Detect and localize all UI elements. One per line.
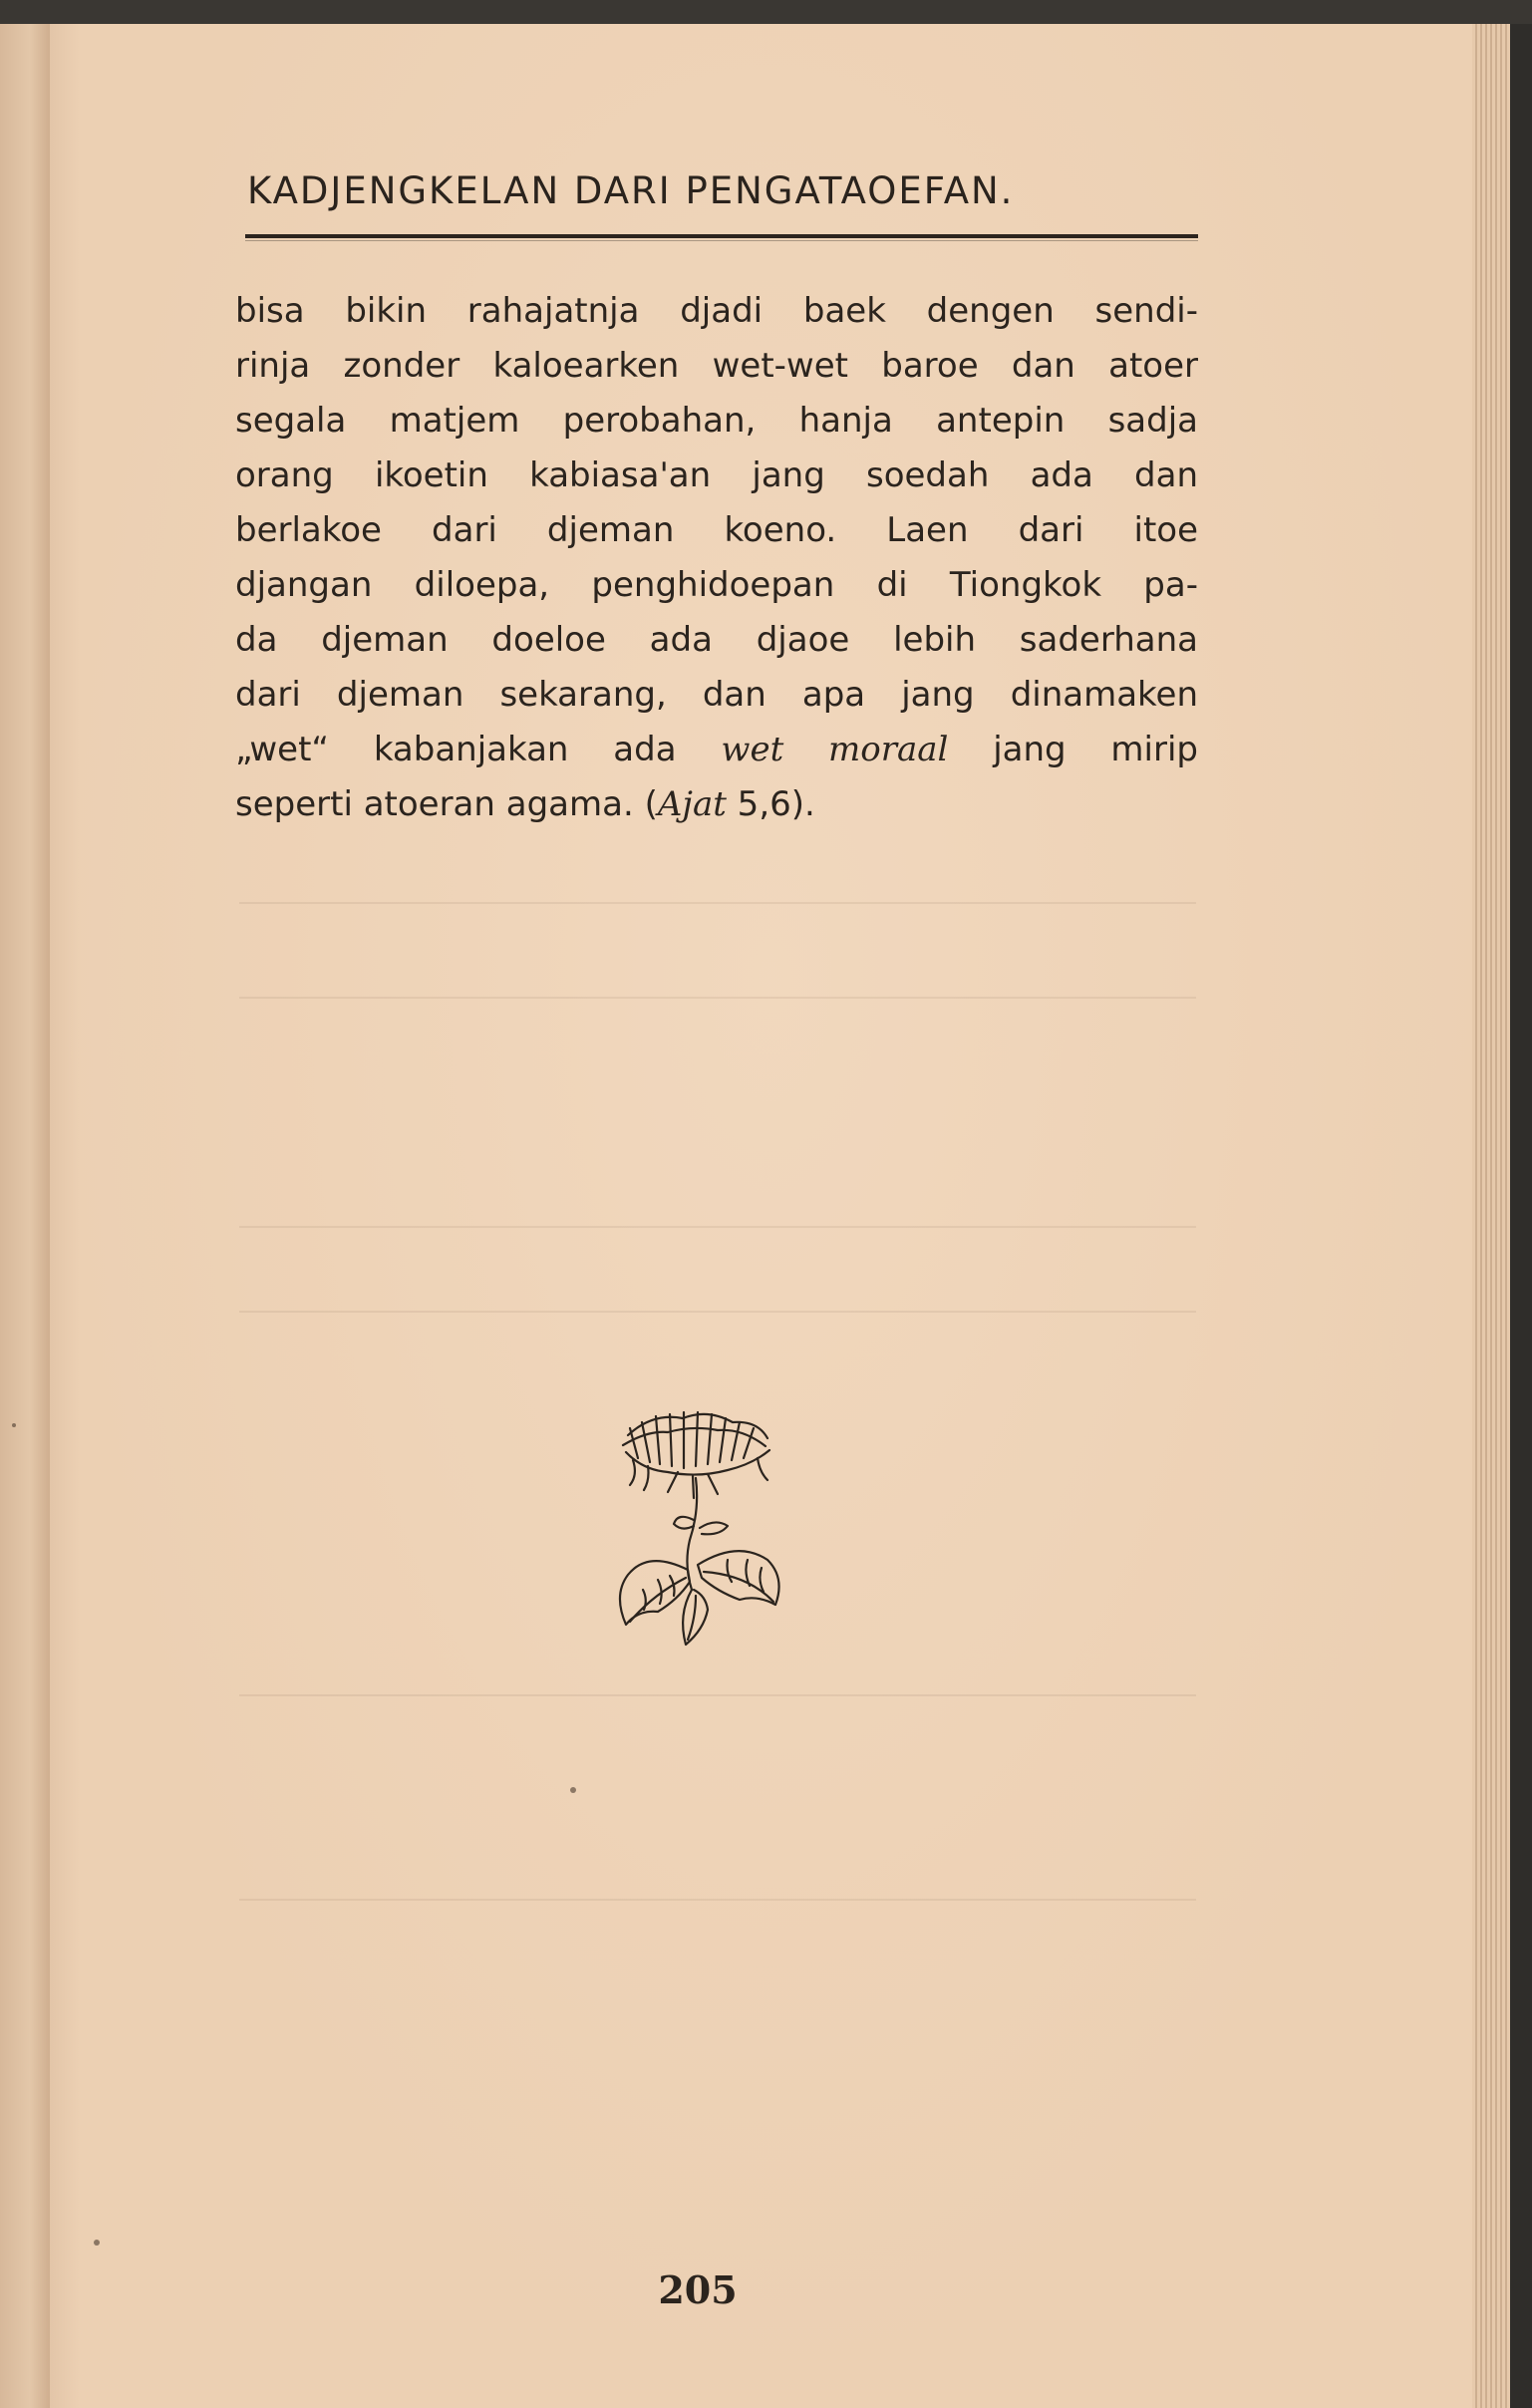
ink-speck (94, 2240, 100, 2246)
text-line: dari djeman sekarang, dan apa jang dinamaken (235, 675, 1198, 715)
text-segment: 5,6). (726, 784, 815, 824)
scan-border-top (0, 0, 1532, 24)
header-rule (245, 234, 1198, 238)
page-stack-edge-right (1472, 24, 1532, 2408)
text-line (235, 723, 1198, 777)
show-through-line (239, 1311, 1196, 1313)
running-head: KADJENGKELAN DARI PENGATAOEFAN. (247, 169, 1015, 212)
ink-speck (12, 1423, 16, 1427)
body-paragraph (235, 284, 1198, 832)
italic-term: Ajat (657, 784, 727, 824)
show-through-line (239, 902, 1196, 904)
text-segment: seperti atoeran agama. ( (235, 784, 658, 824)
ink-speck (570, 1787, 576, 1793)
text-segment: „wet“ kabanjakan ada (235, 730, 722, 769)
adjacent-page-edge-left (0, 24, 50, 2408)
text-line: djangan diloepa, penghidoepan di Tiongkok pa- (235, 565, 1198, 605)
text-line: bisa bikin rahajatnja djadi baek dengen sendi- (235, 291, 1198, 331)
chrysanthemum-flower-icon (608, 1400, 797, 1659)
italic-term: wet moraal (721, 730, 949, 769)
text-line: da djeman doeloe ada djaoe lebih saderhana (235, 620, 1198, 660)
show-through-line (239, 1226, 1196, 1228)
text-line: berlakoe dari djeman koeno. Laen dari itoe (235, 510, 1198, 550)
show-through-line (239, 1899, 1196, 1901)
text-segment: jang mirip (948, 730, 1199, 769)
show-through-line (239, 997, 1196, 999)
text-line (235, 777, 1198, 832)
text-line: segala matjem perobahan, hanja antepin sadja (235, 401, 1198, 441)
show-through-line (239, 1694, 1196, 1696)
page-number: 205 (658, 2267, 738, 2312)
text-line: rinja zonder kaloearken wet-wet baroe dan atoer (235, 346, 1198, 386)
text-line: orang ikoetin kabiasa'an jang soedah ada dan (235, 455, 1198, 495)
